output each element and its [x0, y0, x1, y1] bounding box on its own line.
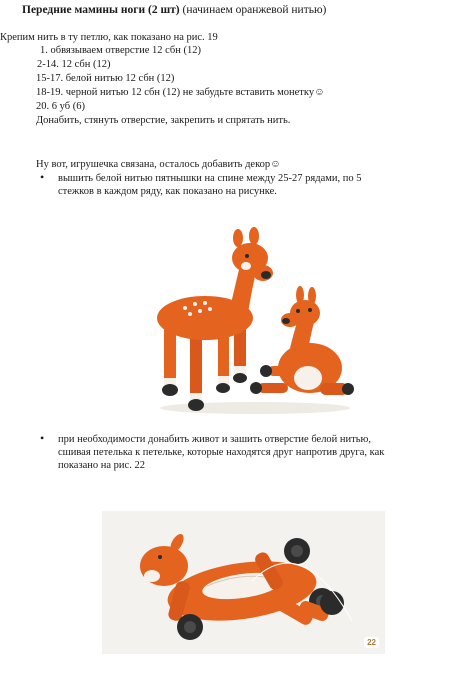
row-2: 2-14. 12 сбн (12) — [37, 59, 111, 70]
figure-22-photo — [102, 511, 385, 654]
row-4: 18-19. черной нитью 12 сбн (12) не забудьте вставить монетку☺ — [36, 87, 325, 98]
bullet-2-line-1: при необходимости донабить живот и зашить отверстие белой нитью, — [58, 434, 372, 445]
deer-belly-illustration — [102, 511, 385, 654]
title-normal: (начинаем оранжевой нитью) — [182, 4, 327, 16]
bullet-1-line-2: стежков в каждом ряду, как показано на рисунке. — [58, 186, 277, 197]
figure-number: 22 — [364, 637, 379, 648]
row-5: 20. 6 уб (6) — [36, 101, 85, 112]
deer-photo — [150, 218, 360, 418]
bullet-2-line-2: сшивая петелька к петельке, которые находятся друг напротив друга, как — [58, 447, 385, 458]
bullet-2-symbol: • — [40, 431, 45, 445]
row-3: 15-17. белой нитью 12 сбн (12) — [36, 73, 175, 84]
page-title — [22, 4, 326, 16]
intro-text: Крепим нить в ту петлю, как показано на рис. 19 — [0, 32, 218, 43]
bullet-1-line-1: вышить белой нитью пятнышки на спине между 25-27 рядами, по 5 — [58, 173, 362, 184]
row-1: 1. обвязываем отверстие 12 сбн (12) — [40, 45, 202, 56]
fawn-deer — [250, 286, 354, 395]
bullet-2-line-3: показано на рис. 22 — [58, 460, 145, 471]
title-bold: Передние мамины ноги (2 шт) — [22, 4, 180, 16]
bullet-1-symbol: • — [40, 170, 45, 184]
decor-intro: Ну вот, игрушечка связана, осталось добавить декор☺ — [36, 159, 281, 170]
deer-illustration — [150, 218, 360, 418]
row-6: Донабить, стянуть отверстие, закрепить и спрятать нить. — [36, 115, 291, 126]
